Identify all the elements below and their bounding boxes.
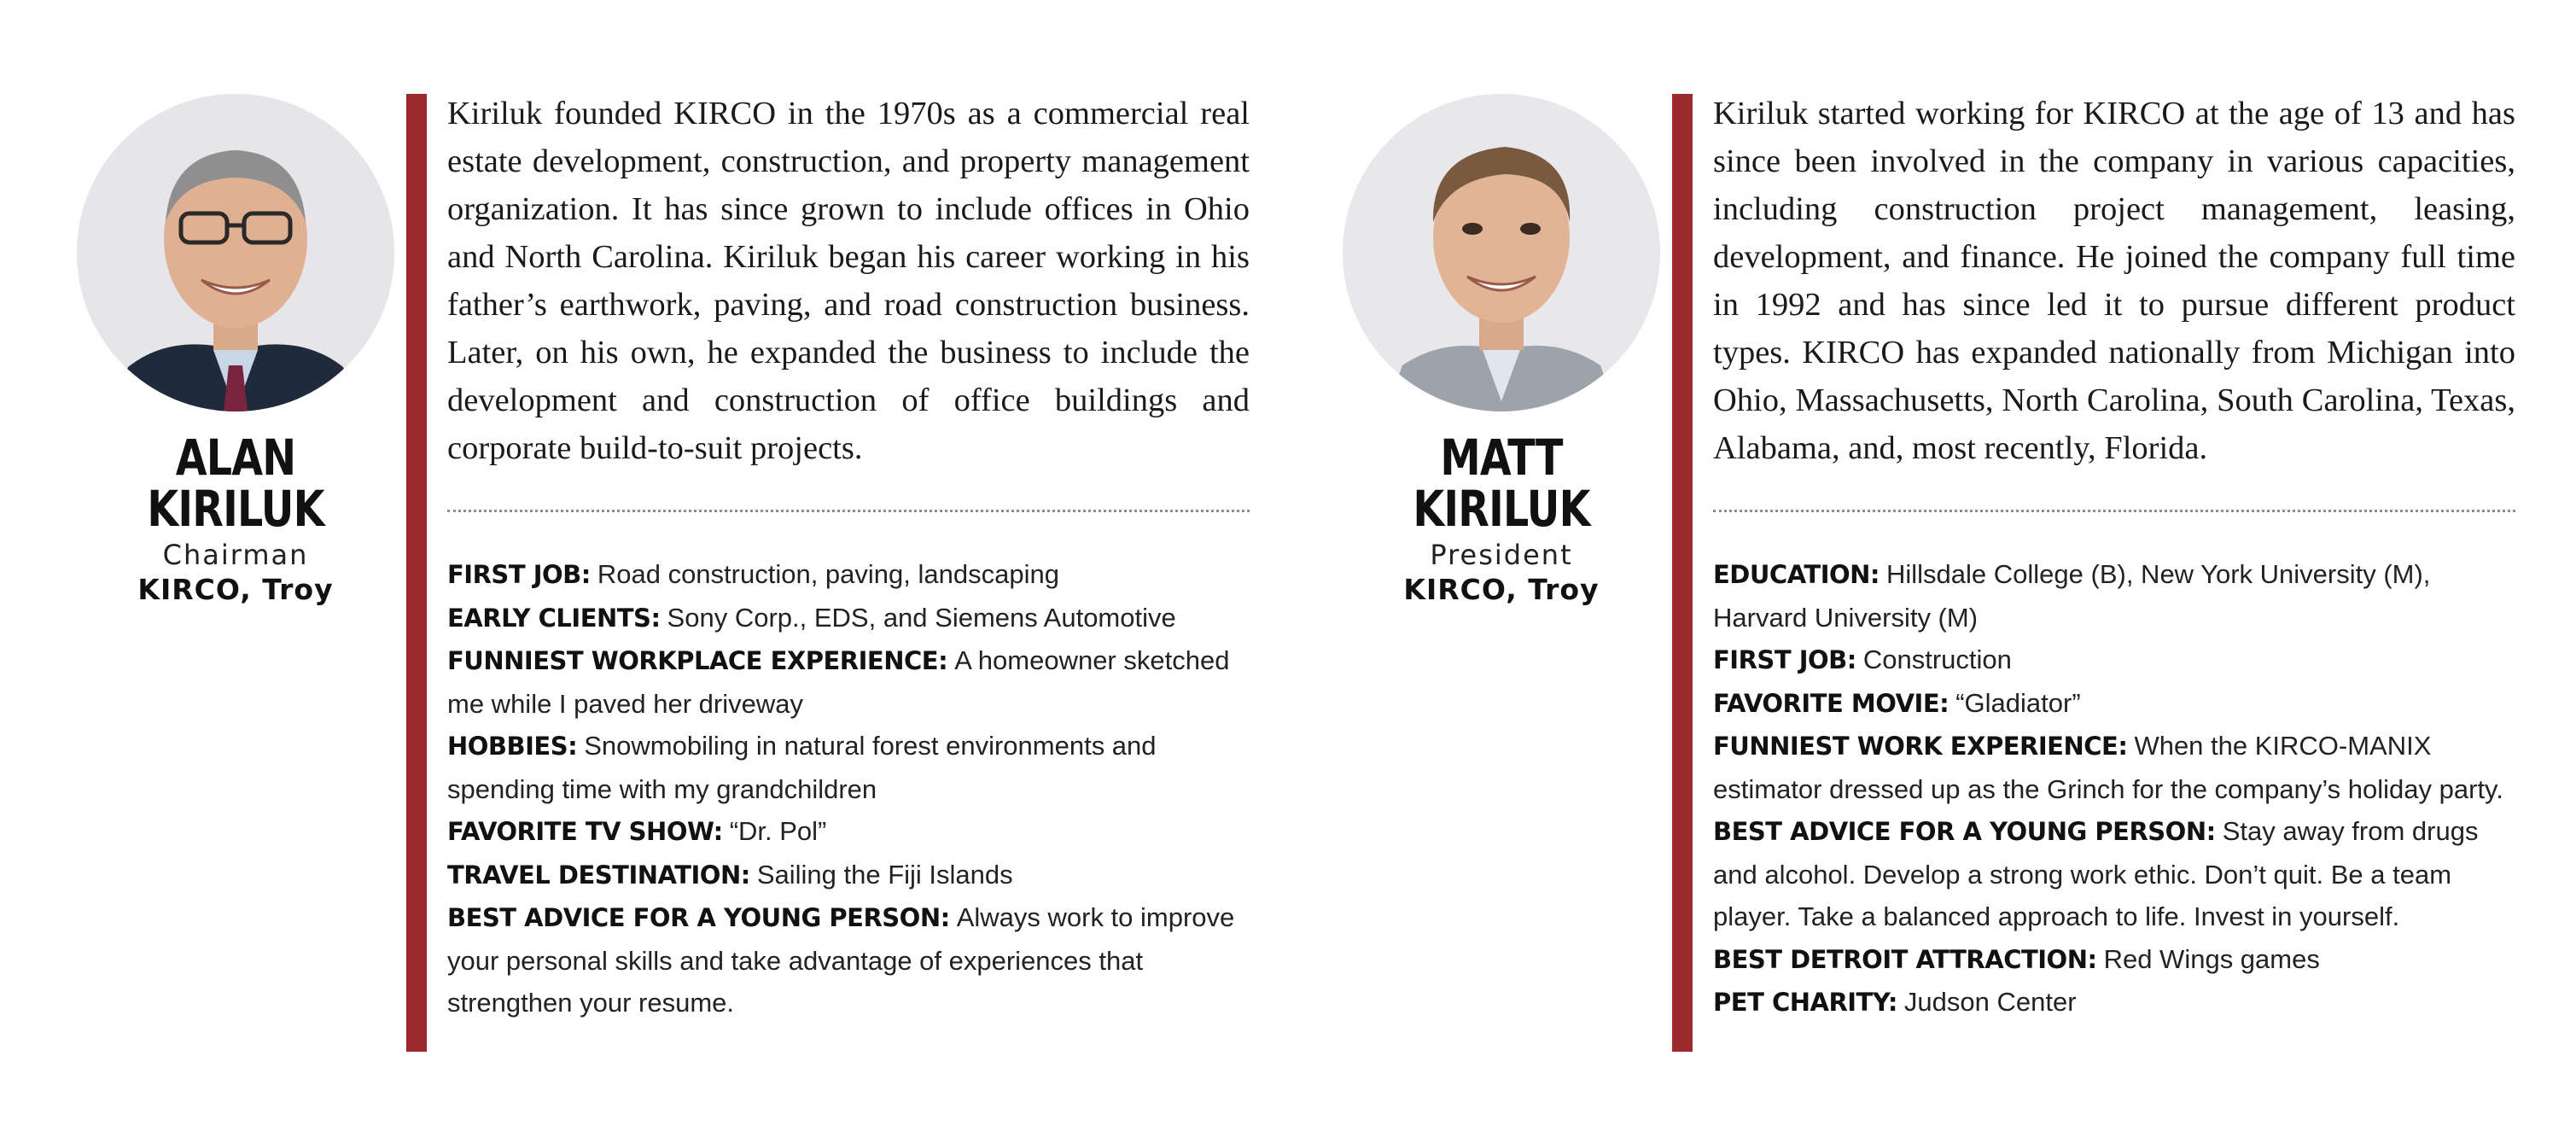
profile-sidebar bbox=[1331, 94, 1672, 608]
first-name: ALAN bbox=[175, 429, 296, 487]
fact-item bbox=[1713, 553, 2515, 639]
fact-item bbox=[1713, 725, 2515, 810]
facts-list bbox=[1713, 553, 2515, 1024]
fact-value: Always work to improve your personal skills and take advantage of experiences that strengthen your resume. bbox=[447, 902, 1235, 1018]
fact-item bbox=[447, 725, 1250, 810]
fact-value: Road construction, paving, landscaping bbox=[597, 559, 1059, 589]
fact-label: BEST DETROIT ATTRACTION: bbox=[1713, 944, 2097, 974]
fact-label: BEST ADVICE FOR A YOUNG PERSON: bbox=[1713, 817, 2216, 846]
fact-label: EARLY CLIENTS: bbox=[447, 603, 661, 633]
bio-paragraph: Kiriluk started working for KIRCO at the age of 13 and has since been involved in the company in various capacities, including construction project management, leasing, development, and finance. He joined the company full time in 1992 and has since led it to pursue different product types. KIRCO has expanded nationally from Michigan into Ohio, Massachusetts, North Carolina, South Carolina, Texas, Alabama, and, most recently, Florida. bbox=[1713, 96, 2515, 466]
fact-value: Red Wings games bbox=[2103, 943, 2320, 974]
fact-value: Sony Corp., EDS, and Siemens Automotive bbox=[667, 602, 1176, 633]
fact-item bbox=[1713, 682, 2515, 726]
fact-label: FUNNIEST WORKPLACE EXPERIENCE: bbox=[447, 646, 948, 675]
fact-item bbox=[447, 639, 1250, 725]
fact-value: A homeowner sketched me while I paved her driveway bbox=[447, 645, 1230, 719]
last-name: KIRILUK bbox=[1413, 480, 1590, 538]
fact-label: FUNNIEST WORK EXPERIENCE: bbox=[1713, 732, 2128, 761]
person-company: KIRCO, Troy bbox=[1403, 573, 1600, 606]
fact-label: FAVORITE TV SHOW: bbox=[447, 817, 723, 846]
bio-paragraph: Kiriluk founded KIRCO in the 1970s as a commercial real estate development, construction, and property management organization. It has since grown to include offices in Ohio and North Carolina. Kiriluk began his career working in his father’s earthwork, paving, and road construction business. Later, on his own, he expanded the business to include the development and construction of office buildings and corporate build-to-suit projects. bbox=[447, 96, 1250, 466]
fact-item bbox=[447, 553, 1250, 597]
profile-sidebar bbox=[65, 94, 406, 608]
fact-item bbox=[1713, 810, 2515, 938]
fact-item bbox=[1713, 981, 2515, 1024]
fact-value: Stay away from drugs and alcohol. Develop a strong work ethic. Don’t quit. Be a team player. Take a balanced approach to life. Invest in yourself. bbox=[1713, 816, 2479, 931]
first-name: MATT bbox=[1440, 429, 1563, 487]
portrait-illustration bbox=[1343, 94, 1660, 411]
portrait-photo-matt bbox=[1343, 94, 1660, 411]
fact-label: PET CHARITY: bbox=[1713, 988, 1897, 1017]
fact-item bbox=[447, 597, 1250, 640]
fact-value: Hillsdale College (B), New York University (M), Harvard University (M) bbox=[1713, 559, 2431, 633]
profile-content bbox=[1713, 90, 2515, 1024]
fact-value: Judson Center bbox=[1903, 987, 2077, 1017]
portrait-photo-alan bbox=[77, 94, 394, 411]
fact-item bbox=[447, 810, 1250, 854]
fact-label: TRAVEL DESTINATION: bbox=[447, 860, 750, 890]
accent-bar bbox=[406, 94, 427, 1052]
fact-item bbox=[447, 854, 1250, 897]
fact-item bbox=[1713, 938, 2515, 982]
dotted-divider bbox=[1713, 510, 2515, 512]
fact-label: FIRST JOB: bbox=[1713, 645, 1856, 674]
person-name bbox=[1361, 429, 1641, 538]
fact-value: “Gladiator” bbox=[1955, 687, 2081, 718]
accent-bar bbox=[1672, 94, 1693, 1052]
last-name: KIRILUK bbox=[147, 480, 324, 538]
fact-label: BEST ADVICE FOR A YOUNG PERSON: bbox=[447, 903, 950, 932]
person-name bbox=[96, 429, 376, 538]
fact-label: FIRST JOB: bbox=[447, 560, 591, 589]
person-role: President bbox=[1430, 539, 1573, 571]
fact-value: Sailing the Fiji Islands bbox=[756, 859, 1013, 890]
dotted-divider bbox=[447, 510, 1250, 512]
profile-content bbox=[447, 90, 1250, 1024]
fact-value: “Dr. Pol” bbox=[729, 816, 827, 846]
fact-item bbox=[447, 896, 1250, 1024]
fact-value: Construction bbox=[1862, 645, 2012, 674]
fact-value: When the KIRCO-MANIX estimator dressed up as the Grinch for the company’s holiday party. bbox=[1713, 731, 2503, 804]
fact-item bbox=[1713, 639, 2515, 682]
fact-label: HOBBIES: bbox=[447, 732, 578, 761]
fact-label: EDUCATION: bbox=[1713, 560, 1880, 589]
person-role: Chairman bbox=[162, 539, 309, 571]
facts-list bbox=[447, 553, 1250, 1024]
profile-matt-kiriluk bbox=[1288, 0, 2576, 1126]
fact-label: FAVORITE MOVIE: bbox=[1713, 688, 1949, 718]
portrait-illustration bbox=[77, 94, 394, 411]
fact-value: Snowmobiling in natural forest environments and spending time with my grandchildren bbox=[447, 731, 1157, 804]
person-company: KIRCO, Troy bbox=[137, 573, 334, 606]
